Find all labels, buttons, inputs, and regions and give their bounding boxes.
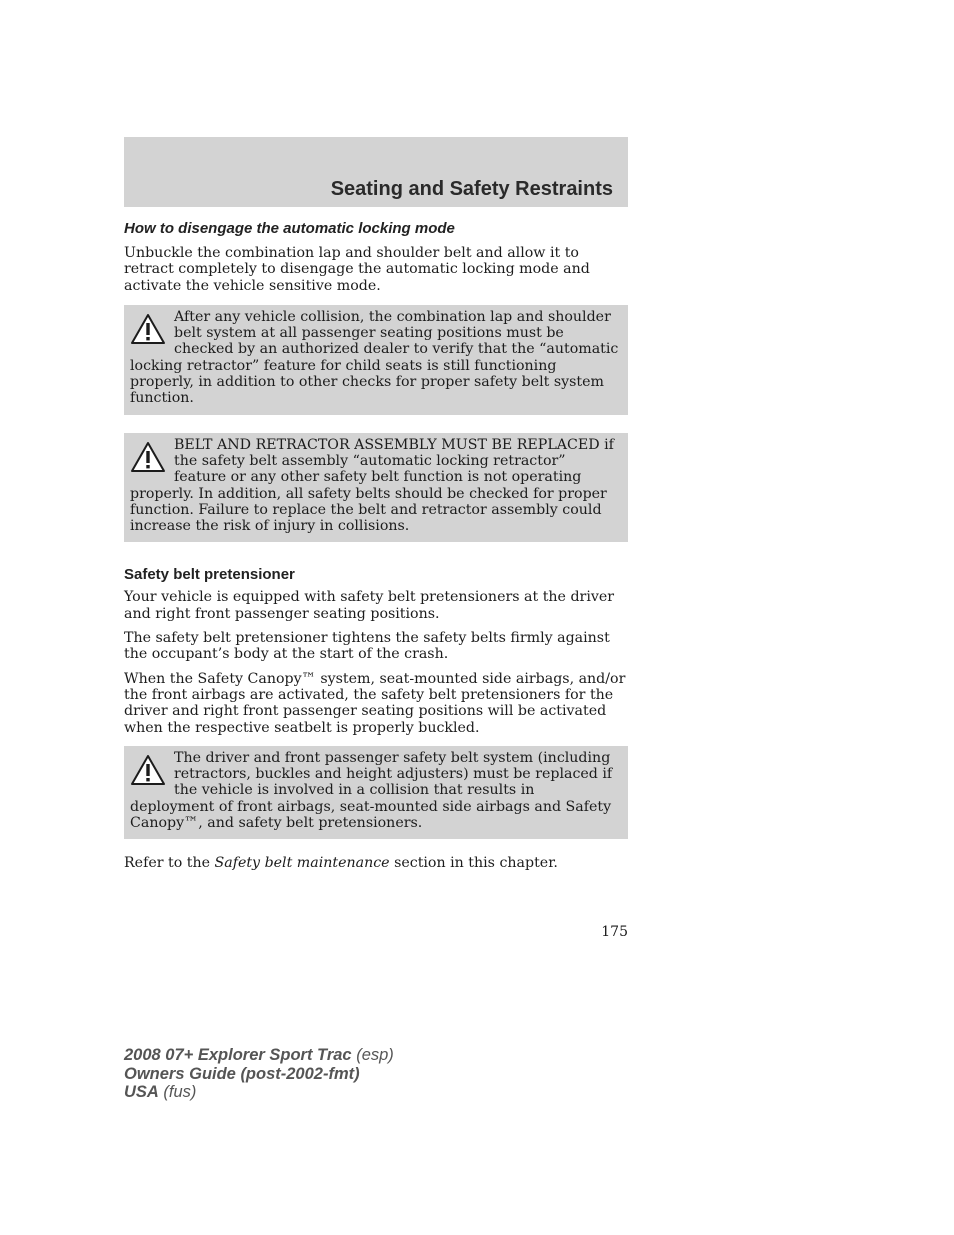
paragraph-pretensioner-2: The safety belt pretensioner tightens the safety belts firmly against the occupant’s body at the start of the crash.	[124, 630, 610, 663]
warning-box-collision	[124, 305, 628, 415]
chapter-header-band	[124, 137, 628, 207]
section-heading-pretensioner: Safety belt pretensioner	[124, 566, 295, 584]
footer-market-code: (fus)	[158, 1083, 197, 1101]
footer-model-code: (esp)	[351, 1046, 394, 1064]
footer-line-3	[124, 1083, 394, 1102]
warning-text: BELT AND RETRACTOR ASSEMBLY MUST BE REPLACED if the safety belt assembly “automatic locking retractor” feature or any other safety belt function is not operating properly. In addition, all safety belts should be checked for proper function. Failure to replace the belt and retractor assembly could increase the risk of injury in collisions.	[130, 436, 614, 535]
refer-section-link: Safety belt maintenance	[214, 855, 390, 872]
footer-line-1	[124, 1046, 394, 1065]
refer-suffix: section in this chapter.	[389, 855, 558, 872]
page-content	[124, 218, 628, 872]
warning-triangle-icon	[130, 313, 166, 345]
section-heading-disengage: How to disengage the automatic locking mode	[124, 220, 455, 237]
warning-box-airbag	[124, 746, 628, 839]
refer-prefix: Refer to the	[124, 855, 215, 872]
document-footer	[124, 1046, 394, 1102]
warning-text: The driver and front passenger safety belt system (including retractors, buckles and height adjusters) must be replaced if the vehicle is involved in a collision that results in deployment of front airbags, seat-mounted side airbags and Safety Canopy™, and safety belt pretensioners.	[130, 749, 613, 832]
paragraph-pretensioner-1: Your vehicle is equipped with safety belt pretensioners at the driver and right front passenger seating positions.	[124, 589, 615, 622]
warning-triangle-icon	[130, 441, 166, 473]
footer-guide: Owners Guide (post-2002-fmt)	[124, 1064, 360, 1083]
refer-paragraph	[124, 855, 628, 871]
warning-text: After any vehicle collision, the combination lap and shoulder belt system at all passenger seating positions must be checked by an authorized dealer to verify that the “automatic locking retractor” feature for child seats is still functioning properly, in addition to other checks for proper safety belt system function.	[130, 308, 619, 407]
warning-box-replace	[124, 433, 628, 543]
paragraph-disengage: Unbuckle the combination lap and shoulder belt and allow it to retract completely to disengage the automatic locking mode and activate the vehicle sensitive mode.	[124, 245, 590, 294]
page-number: 175	[601, 924, 628, 940]
footer-market: USA	[124, 1083, 159, 1101]
chapter-title: Seating and Safety Restraints	[330, 178, 613, 200]
warning-triangle-icon	[130, 754, 166, 786]
paragraph-pretensioner-3: When the Safety Canopy™ system, seat-mounted side airbags, and/or the front airbags are activated, the safety belt pretensioners for the driver and right front passenger seating positions will be activated when the respective seatbelt is properly buckled.	[124, 670, 626, 736]
footer-line-2	[124, 1065, 394, 1084]
footer-model: 2008 07+ Explorer Sport Trac	[124, 1046, 352, 1064]
